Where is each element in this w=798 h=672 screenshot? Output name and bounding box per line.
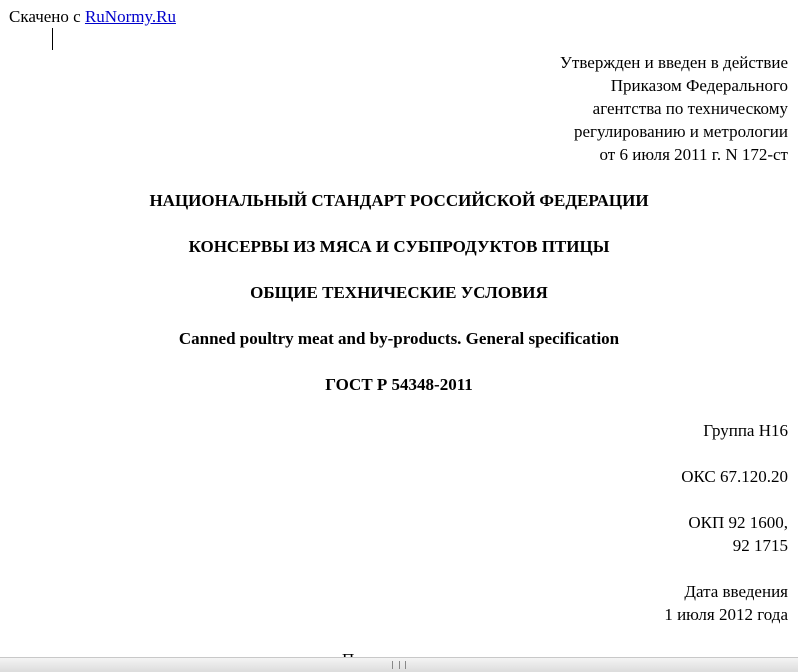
approval-line-3: агентства по техническому — [592, 99, 788, 118]
download-source — [9, 5, 176, 28]
approval-line-2: Приказом Федерального — [610, 76, 788, 95]
download-prefix: Скачено с — [9, 7, 85, 26]
approval-line-1: Утвержден и введен в действие — [559, 53, 788, 72]
conditions-title: ОБЩИЕ ТЕХНИЧЕСКИЕ УСЛОВИЯ — [250, 283, 548, 302]
horizontal-scrollbar[interactable] — [0, 657, 798, 672]
national-standard-title: НАЦИОНАЛЬНЫЙ СТАНДАРТ РОССИЙСКОЙ ФЕДЕРАЦИИ — [149, 191, 649, 210]
group-code: Группа Н16 — [703, 421, 788, 440]
product-title: КОНСЕРВЫ ИЗ МЯСА И СУБПРОДУКТОВ ПТИЦЫ — [188, 237, 610, 256]
approval-line-5: от 6 июля 2011 г. N 172-ст — [599, 145, 788, 164]
oks-code: ОКС 67.120.20 — [681, 467, 788, 486]
intro-date-label: Дата введения — [684, 582, 788, 601]
intro-date-value: 1 июля 2012 года — [664, 605, 788, 624]
okp-code-line-1: ОКП 92 1600, — [688, 513, 788, 532]
gost-number: ГОСТ Р 54348-2011 — [325, 375, 473, 394]
okp-code-line-2: 92 1715 — [732, 536, 788, 555]
text-cursor — [52, 28, 53, 50]
scrollbar-grip-icon[interactable] — [392, 661, 406, 669]
runormy-link[interactable]: RuNormy.Ru — [84, 7, 176, 26]
approval-line-4: регулированию и метрологии — [573, 122, 788, 141]
english-title: Canned poultry meat and by-products. General specification — [178, 329, 620, 348]
